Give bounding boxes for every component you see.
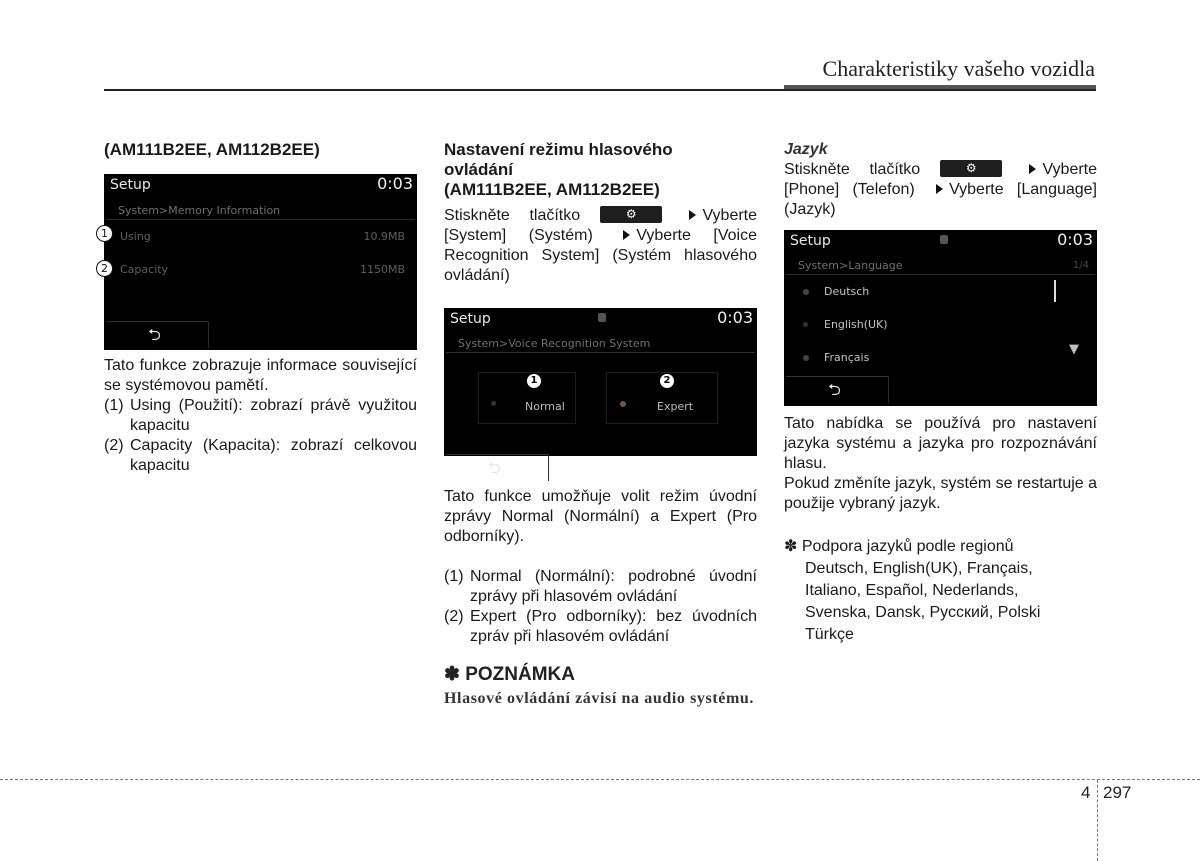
callout-2: 2 — [96, 260, 113, 277]
back-arrow-icon: ⮌ — [488, 458, 501, 477]
list-item: (2) Capacity (Kapacita): zobrazí celkovou kapacitu — [104, 437, 417, 474]
radio-icon — [620, 401, 626, 407]
capacity-label: Capacity — [120, 263, 169, 276]
arrow-right-icon — [689, 210, 696, 220]
scroll-down-icon[interactable]: ▼ — [1069, 342, 1079, 357]
option-label: Normal — [525, 400, 565, 413]
footer-rule — [0, 779, 1200, 780]
language-label: Français — [824, 351, 870, 364]
page-indicator: 1/4 — [1072, 260, 1089, 271]
region-line: Türkçe — [805, 626, 854, 643]
footer-divider — [1097, 780, 1098, 861]
list-item: (2) Expert (Pro odborníky): bez úvodních zpráv při hlasovém ovládání — [444, 608, 757, 645]
screen-divider — [446, 352, 755, 353]
language-instructions: Stiskněte tlačítko ⚙ Vyberte [Phone] (Telefon) Vyberte [Language] (Jazyk) — [784, 161, 1098, 218]
section-heading: Nastavení režimu hlasového ovládání (AM111B2EE, AM112B2EE) — [444, 140, 673, 199]
region-line: Deutsch, English(UK), Français, — [805, 560, 1033, 577]
radio-icon — [803, 322, 808, 327]
region-line: Italiano, Español, Nederlands, — [805, 582, 1019, 599]
arrow-right-icon — [1029, 164, 1036, 174]
header-rule — [104, 89, 1096, 91]
screen-title: Setup — [110, 177, 151, 193]
back-arrow-icon: ⮌ — [828, 380, 841, 399]
radio-icon — [803, 289, 809, 295]
back-button[interactable] — [786, 376, 889, 403]
option-expert[interactable] — [606, 372, 718, 424]
language-option-english[interactable] — [784, 309, 1044, 339]
list-item: (1) Normal (Normální): podrobné úvodní zprávy při hlasovém ovládání — [444, 568, 757, 605]
gear-icon: ⚙ — [965, 161, 977, 175]
radio-icon — [803, 355, 809, 361]
memory-items-list — [104, 396, 417, 476]
screen-breadcrumb: System>Language — [798, 259, 903, 272]
language-restart-note: Pokud změníte jazyk, systém se restartuje a použije vybraný jazyk. — [784, 475, 1098, 512]
section-heading: (AM111B2EE, AM112B2EE) — [104, 140, 320, 159]
note-body: Hlasové ovládání závisí na audio systému. — [444, 690, 754, 707]
option-badge-2: 2 — [660, 374, 674, 388]
setup-button-icon — [600, 206, 662, 223]
option-badge-1: 1 — [527, 374, 541, 388]
language-option-deutsch[interactable] — [784, 276, 1044, 306]
memory-info-screen — [101, 174, 417, 350]
callout-1: 1 — [96, 225, 113, 242]
language-description: Tato nabídka se používá pro nastavení jazyka systému a jazyka pro rozpoznávání hlasu. — [784, 415, 1097, 472]
region-support — [784, 536, 1097, 646]
voice-description: Tato funkce umožňuje volit režim úvodní zprávy Normal (Normální) a Expert (Pro odborníky). — [444, 488, 757, 545]
region-heading: ✽ Podpora jazyků podle regionů — [784, 538, 1014, 555]
back-button[interactable] — [106, 321, 209, 348]
screen-breadcrumb: System>Voice Recognition System — [458, 337, 651, 350]
language-label: Deutsch — [824, 285, 870, 298]
screen-clock: 0:03 — [717, 308, 753, 327]
screen-title: Setup — [790, 233, 831, 249]
language-option-francais[interactable] — [784, 342, 1044, 372]
back-arrow-icon: ⮌ — [148, 325, 161, 344]
radio-icon — [491, 401, 496, 406]
column-voice-mode — [444, 140, 757, 708]
note-heading: ✽ POZNÁMKA — [444, 664, 575, 685]
option-normal[interactable] — [478, 372, 576, 424]
back-button[interactable] — [446, 454, 549, 481]
voice-items-list — [444, 567, 757, 647]
screen-divider — [786, 274, 1095, 275]
page-number: 297 — [1103, 783, 1132, 802]
language-screen — [784, 230, 1097, 406]
option-label: Expert — [657, 400, 694, 413]
arrow-right-icon — [936, 184, 943, 194]
gear-icon: ⚙ — [625, 207, 637, 221]
using-value: 10.9MB — [363, 230, 405, 243]
chapter-number: 4 — [1081, 783, 1091, 802]
screen-clock: 0:03 — [1057, 230, 1093, 249]
section-heading: Jazyk — [784, 141, 828, 158]
memory-description: Tato funkce zobrazuje informace související se systémovou pamětí. — [104, 357, 417, 394]
page-header-title: Charakteristiky vašeho vozidla — [822, 56, 1095, 81]
arrow-right-icon — [623, 230, 630, 240]
column-memory-info — [101, 140, 417, 476]
language-label: English(UK) — [824, 318, 888, 331]
capacity-value: 1150MB — [359, 263, 405, 276]
voice-recognition-screen — [444, 308, 757, 477]
screen-clock: 0:03 — [377, 174, 413, 193]
list-item: (1) Using (Použití): zobrazí právě využitou kapacitu — [104, 397, 417, 434]
voice-instructions: Stiskněte tlačítko ⚙ Vyberte [System] (Systém) Vyberte [Voice Recognition System] (Systém hlasového ovládání) — [444, 207, 758, 284]
status-icon — [940, 235, 948, 244]
using-label: Using — [120, 230, 151, 243]
scrollbar-thumb[interactable] — [1054, 280, 1056, 302]
screen-breadcrumb: System>Memory Information — [118, 204, 281, 217]
status-icon — [598, 313, 606, 322]
screen-divider — [106, 219, 415, 220]
setup-button-icon — [940, 160, 1002, 177]
region-line: Svenska, Dansk, Русский, Polski — [805, 604, 1041, 621]
column-language — [784, 140, 1097, 646]
screen-title: Setup — [450, 311, 491, 327]
